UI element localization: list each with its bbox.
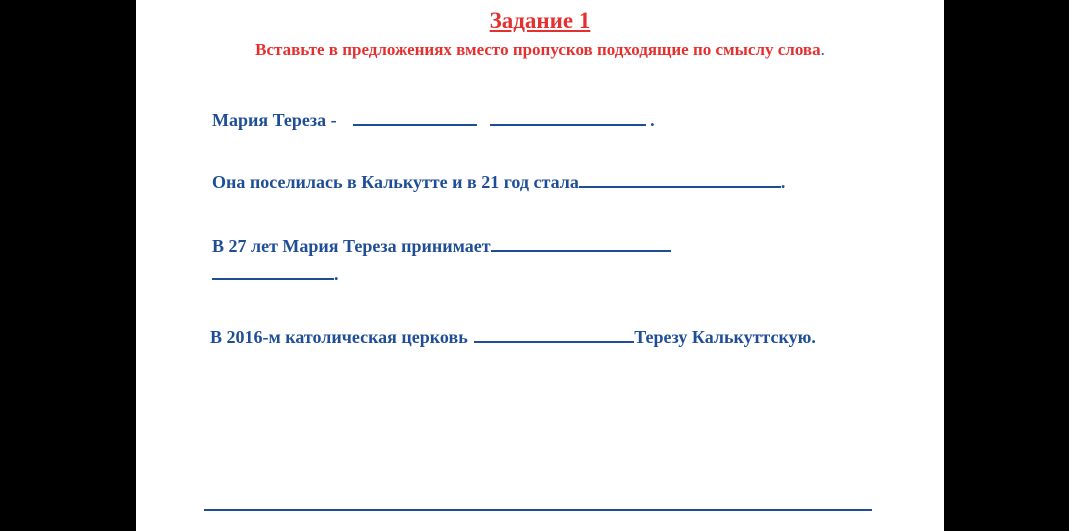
sentence-4-after: Терезу Калькуттскую. [634,327,816,347]
sentence-3-text: В 27 лет Мария Тереза принимает [212,236,491,256]
blank-4 [474,325,634,343]
blank-3b [212,262,334,280]
task-title: Задание 1 [489,8,591,33]
instruction-period: . [820,40,825,59]
task-instruction [136,40,944,60]
sentence-2-end: . [780,172,786,192]
bottom-rule [204,509,872,511]
sentence-2 [212,170,785,193]
sentence-1-end: . [650,110,655,130]
blank-2 [579,170,781,188]
sentence-1 [212,108,655,131]
instruction-text: Вставьте в предложениях вместо пропусков подходящие по смыслу слова [255,40,821,59]
sentence-4 [210,325,816,348]
blank-3a [491,234,671,252]
blank-1b [490,108,646,126]
sentence-4-text: В 2016-м католическая церковь [210,327,468,347]
blank-1a [353,108,477,126]
sentence-2-text: Она поселилась в Калькутте и в 21 год стала [212,172,579,192]
slide [136,0,944,531]
sentence-3-end: . [334,264,339,284]
sentence-3 [212,234,671,257]
sentence-3-continued [212,262,339,285]
sentence-1-text: Мария Тереза - [212,110,337,130]
